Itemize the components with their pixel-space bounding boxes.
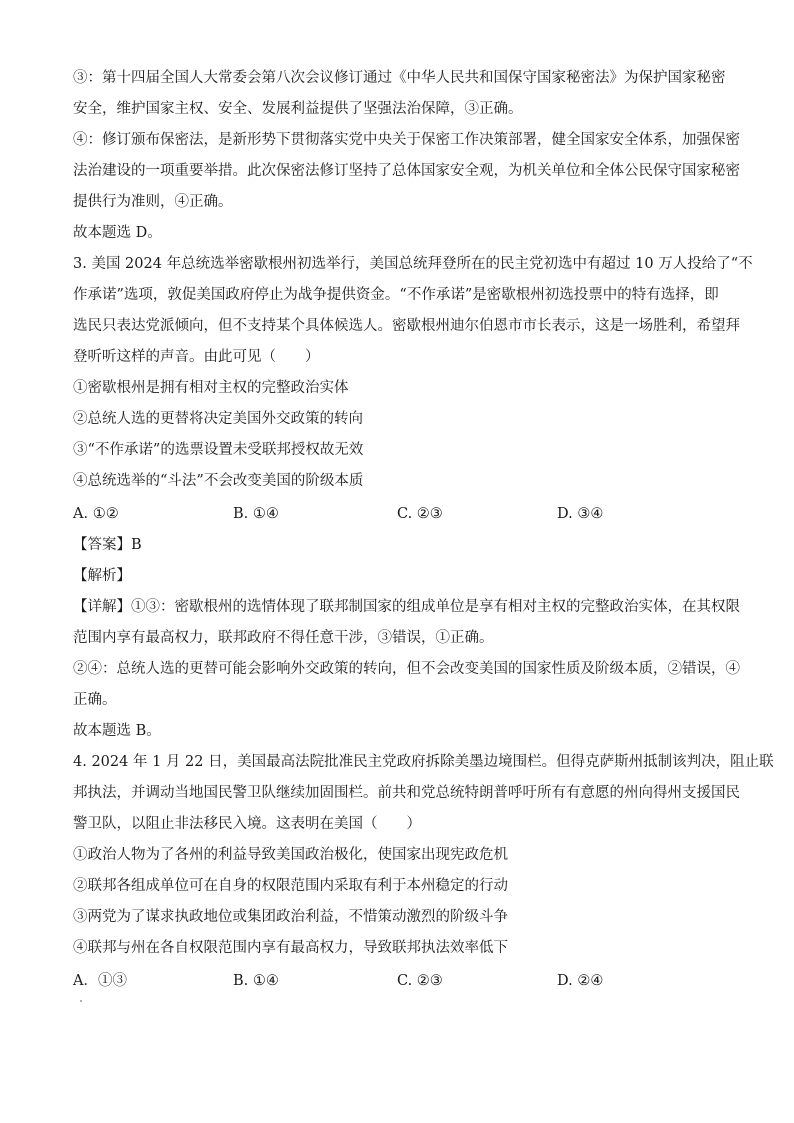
q3-option-c: C. ②③ [397, 506, 443, 522]
question-3-statement: ④总统选举的“斗法”不会改变美国的阶级本质 [73, 473, 364, 489]
q3-option-b: B. ①④ [233, 506, 279, 522]
question-4-stem: 警卫队，以阻止非法移民入境。这表明在美国（ ） [73, 816, 421, 832]
question-4-statement: ④联邦与州在各自权限范围内享有最高权力，导致联邦执法效率低下 [73, 940, 508, 956]
question-4-statement: ②联邦各组成单位可在自身的权限范围内采取有利于本州稳定的行动 [73, 878, 508, 894]
question-4-stem: 4. 2024 年 1 月 22 日，美国最高法院批准民主党政府拆除美墨边境围栏。但得克萨斯州抵制该判决，阻止联 [73, 754, 774, 770]
q4-option-b: B. ①④ [233, 973, 279, 989]
question-3-statement: ③“不作承诺”的选票设置未受联邦授权故无效 [73, 442, 364, 458]
paragraph-line: ④：修订颁布保密法，是新形势下贯彻落实党中央关于保密工作决策部署，健全国家安全体系，加强保密 [73, 132, 740, 148]
q4-option-c: C. ②③ [397, 973, 443, 989]
q4-option-d: D. ②④ [557, 973, 604, 989]
paragraph-line: 法治建设的一项重要举措。此次保密法修订坚持了总体国家安全观，为机关单位和全体公民保守国家秘密 [73, 163, 740, 179]
q3-option-d: D. ③④ [557, 506, 604, 522]
analysis-line: 【详解】①③：密歇根州的选情体现了联邦制国家的组成单位是享有相对主权的完整政治实体，在其权限 [73, 599, 740, 615]
conclusion-line: 故本题选 B。 [73, 723, 161, 739]
analysis-line: ②④：总统人选的更替可能会影响外交政策的转向，但不会改变美国的国家性质及阶级本质，②错误，④ [73, 661, 740, 677]
question-3-statement: ②总统人选的更替将决定美国外交政策的转向 [73, 411, 363, 427]
paragraph-line: 提供行为准则，④正确。 [73, 194, 233, 210]
analysis-label: 【解析】 [73, 568, 131, 584]
question-3-stem: 登听听这样的声音。由此可见（ ） [73, 349, 320, 365]
stray-mark [80, 1000, 82, 1002]
q3-option-a: A. ①② [73, 506, 119, 522]
question-3-statement: ①密歇根州是拥有相对主权的完整政治实体 [73, 380, 349, 396]
question-3-stem: 选民只表达党派倾向，但不支持某个具体候选人。密歇根州迪尔伯恩市市长表示，这是一场胜利，希望拜 [73, 318, 740, 334]
conclusion-line: 故本题选 D。 [73, 225, 162, 241]
paragraph-line: 安全，维护国家主权、安全、发展利益提供了坚强法治保障，③正确。 [73, 101, 523, 117]
paragraph-line: ③：第十四届全国人大常委会第八次会议修订通过《中华人民共和国保守国家秘密法》为保护国家秘密 [73, 70, 726, 86]
analysis-line: 范围内享有最高权力，联邦政府不得任意干涉，③错误，①正确。 [73, 630, 494, 646]
answer-label: 【答案】B [73, 537, 142, 553]
question-4-stem: 邦执法，并调动当地国民警卫队继续加固围栏。前共和党总统特朗普呼吁所有有意愿的州向得州支援国民 [73, 785, 740, 801]
q4-option-a: A．①③ [73, 973, 127, 989]
question-3-stem: 作承诺”选项，敦促美国政府停止为战争提供资金。“不作承诺”是密歇根州初选投票中的特有选择，即 [73, 287, 719, 303]
question-3-stem: 3. 美国 2024 年总统选举密歇根州初选举行，美国总统拜登所在的民主党初选中有超过 10 万人投给了“不 [73, 256, 753, 272]
analysis-line: 正确。 [73, 692, 117, 708]
question-4-statement: ①政治人物为了各州的利益导致美国政治极化，使国家出现宪政危机 [73, 847, 508, 863]
question-4-statement: ③两党为了谋求执政地位或集团政治利益，不惜策动激烈的阶级斗争 [73, 909, 508, 925]
